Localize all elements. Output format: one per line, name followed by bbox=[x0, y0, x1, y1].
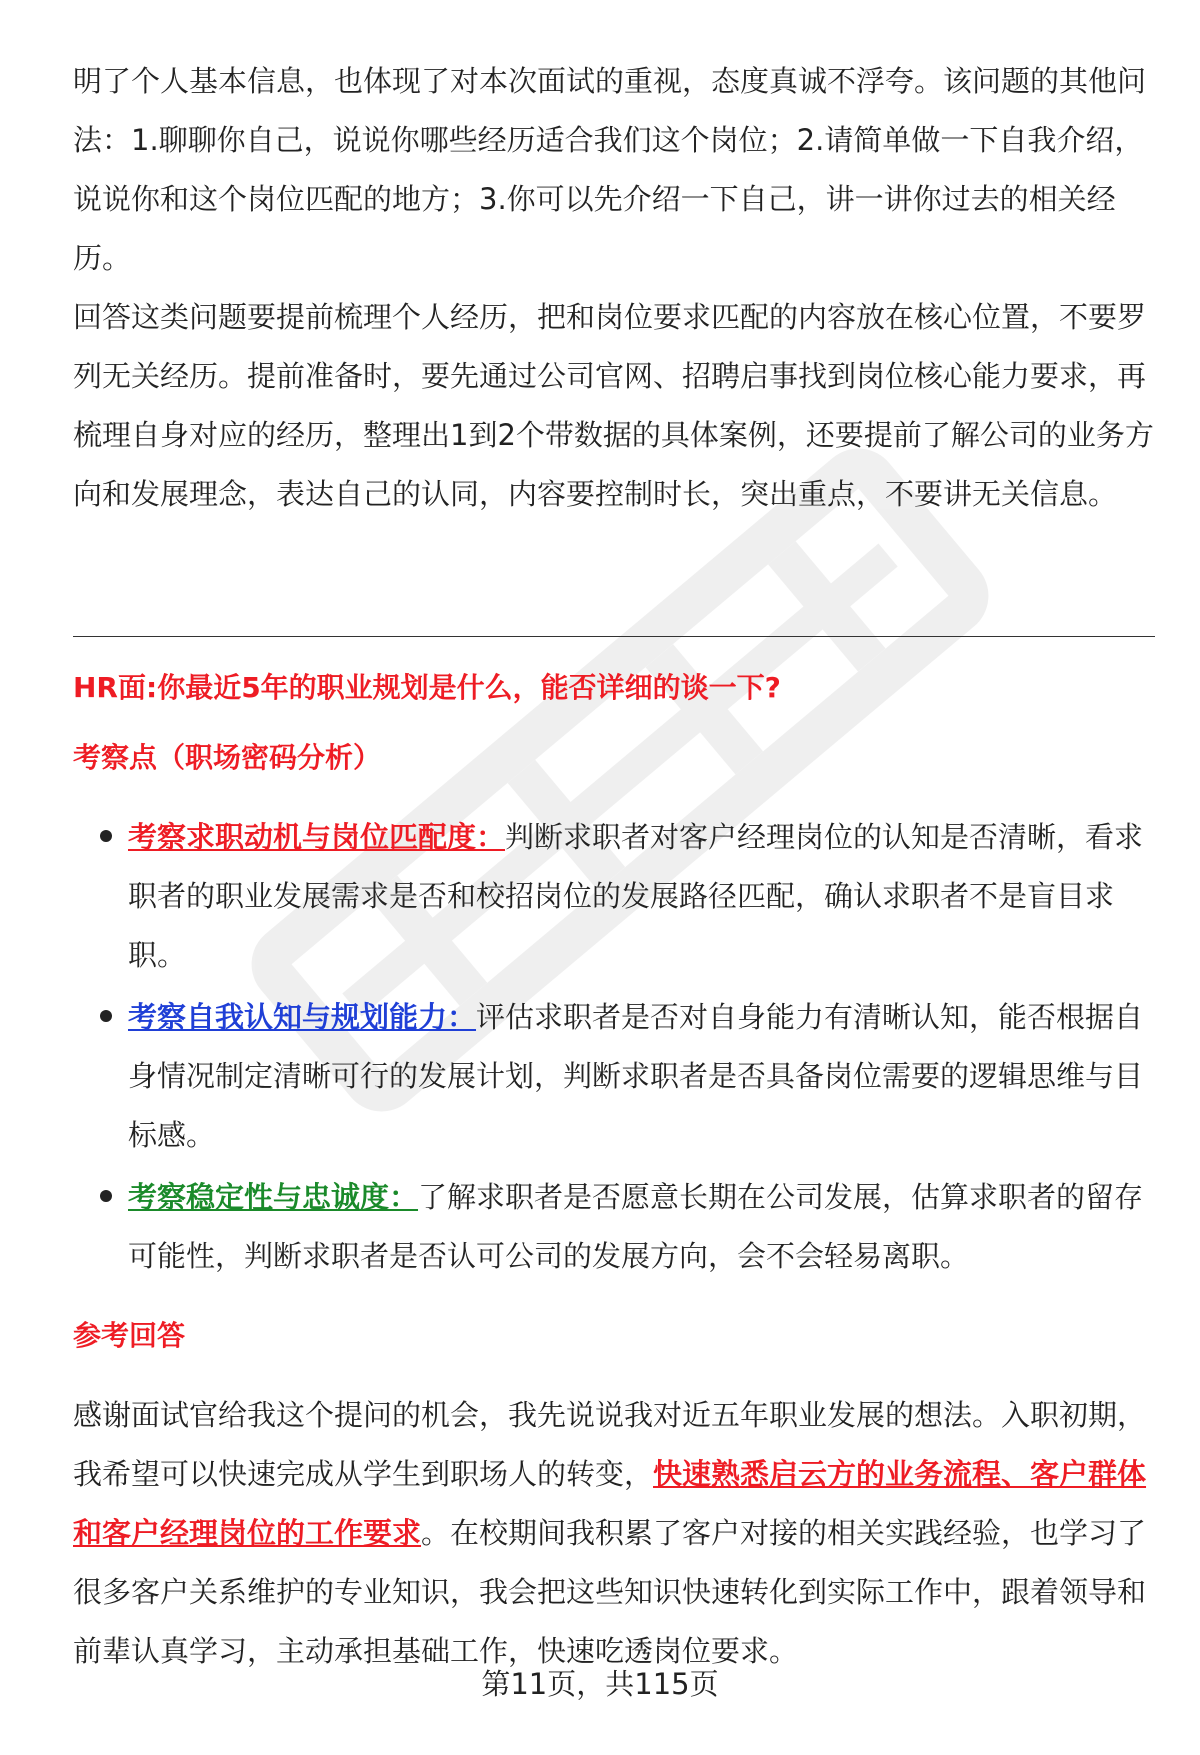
bullet-icon bbox=[100, 1190, 112, 1202]
intro-paragraph-1: 明了个人基本信息，也体现了对本次面试的重视，态度真诚不浮夸。该问题的其他问法：1.聊聊你自己，说说你哪些经历适合我们这个岗位；2.请简单做一下自我介绍，说说你和这个岗位匹配的地方；3.你可以先介绍一下自己，讲一讲你过去的相关经历。 bbox=[73, 64, 1147, 275]
page-number: 第11页，共115页 bbox=[481, 1667, 719, 1701]
point-label: 考察自我认知与规划能力： bbox=[128, 1000, 477, 1034]
analysis-point-self-awareness bbox=[73, 988, 1155, 1165]
answer-text-2: 。在校期间我积累了客户对接的相关实践经验，也学习了很多客户关系维护的专业知识，我会把这些知识快速转化到实际工作中，跟着领导和前辈认真学习，主动承担基础工作，快速吃透岗位要求。 bbox=[73, 1516, 1147, 1668]
point-text: 了解求职者是否愿意长期在公司发展，估算求职者的留存可能性，判断求职者是否认可公司的发展方向，会不会轻易离职。 bbox=[128, 1180, 1144, 1273]
question-title: HR面:你最近5年的职业规划是什么，能否详细的谈一下? bbox=[73, 671, 781, 704]
answer-highlight: 快速熟悉启云方的业务流程、客户群体和客户经理岗位的工作要求 bbox=[73, 1457, 1147, 1550]
intro-paragraph-2: 回答这类问题要提前梳理个人经历，把和岗位要求匹配的内容放在核心位置，不要罗列无关经历。提前准备时，要先通过公司官网、招聘启事找到岗位核心能力要求，再梳理自身对应的经历，整理出1到2个带数据的具体案例，还要提前了解公司的业务方向和发展理念，表达自己的认同，内容要控制时长，突出重点，不要讲无关信息。 bbox=[73, 300, 1154, 511]
analysis-points-list bbox=[73, 808, 1155, 1289]
bullet-icon bbox=[100, 830, 112, 842]
point-text: 评估求职者是否对自身能力有清晰认知，能否根据自身情况制定清晰可行的发展计划，判断求职者是否具备岗位需要的逻辑思维与目标感。 bbox=[128, 1000, 1144, 1152]
analysis-point-stability bbox=[73, 1168, 1155, 1286]
section-divider bbox=[73, 636, 1155, 637]
analysis-point-motivation bbox=[73, 808, 1155, 985]
analysis-heading: 考察点（职场密码分析） bbox=[73, 741, 382, 774]
answer-text-1: 感谢面试官给我这个提问的机会，我先说说我对近五年职业发展的想法。入职初期，我希望可以快速完成从学生到职场人的转变， bbox=[73, 1398, 1147, 1491]
point-label: 考察稳定性与忠诚度： bbox=[128, 1180, 419, 1214]
point-label: 考察求职动机与岗位匹配度： bbox=[128, 820, 506, 854]
bullet-icon bbox=[100, 1010, 112, 1022]
point-text: 判断求职者对客户经理岗位的认知是否清晰，看求职者的职业发展需求是否和校招岗位的发展路径匹配，确认求职者不是盲目求职。 bbox=[128, 820, 1144, 972]
answer-paragraph bbox=[73, 1386, 1155, 1681]
answer-section bbox=[73, 1386, 1155, 1681]
intro-section bbox=[73, 52, 1155, 524]
answer-heading: 参考回答 bbox=[73, 1319, 186, 1352]
